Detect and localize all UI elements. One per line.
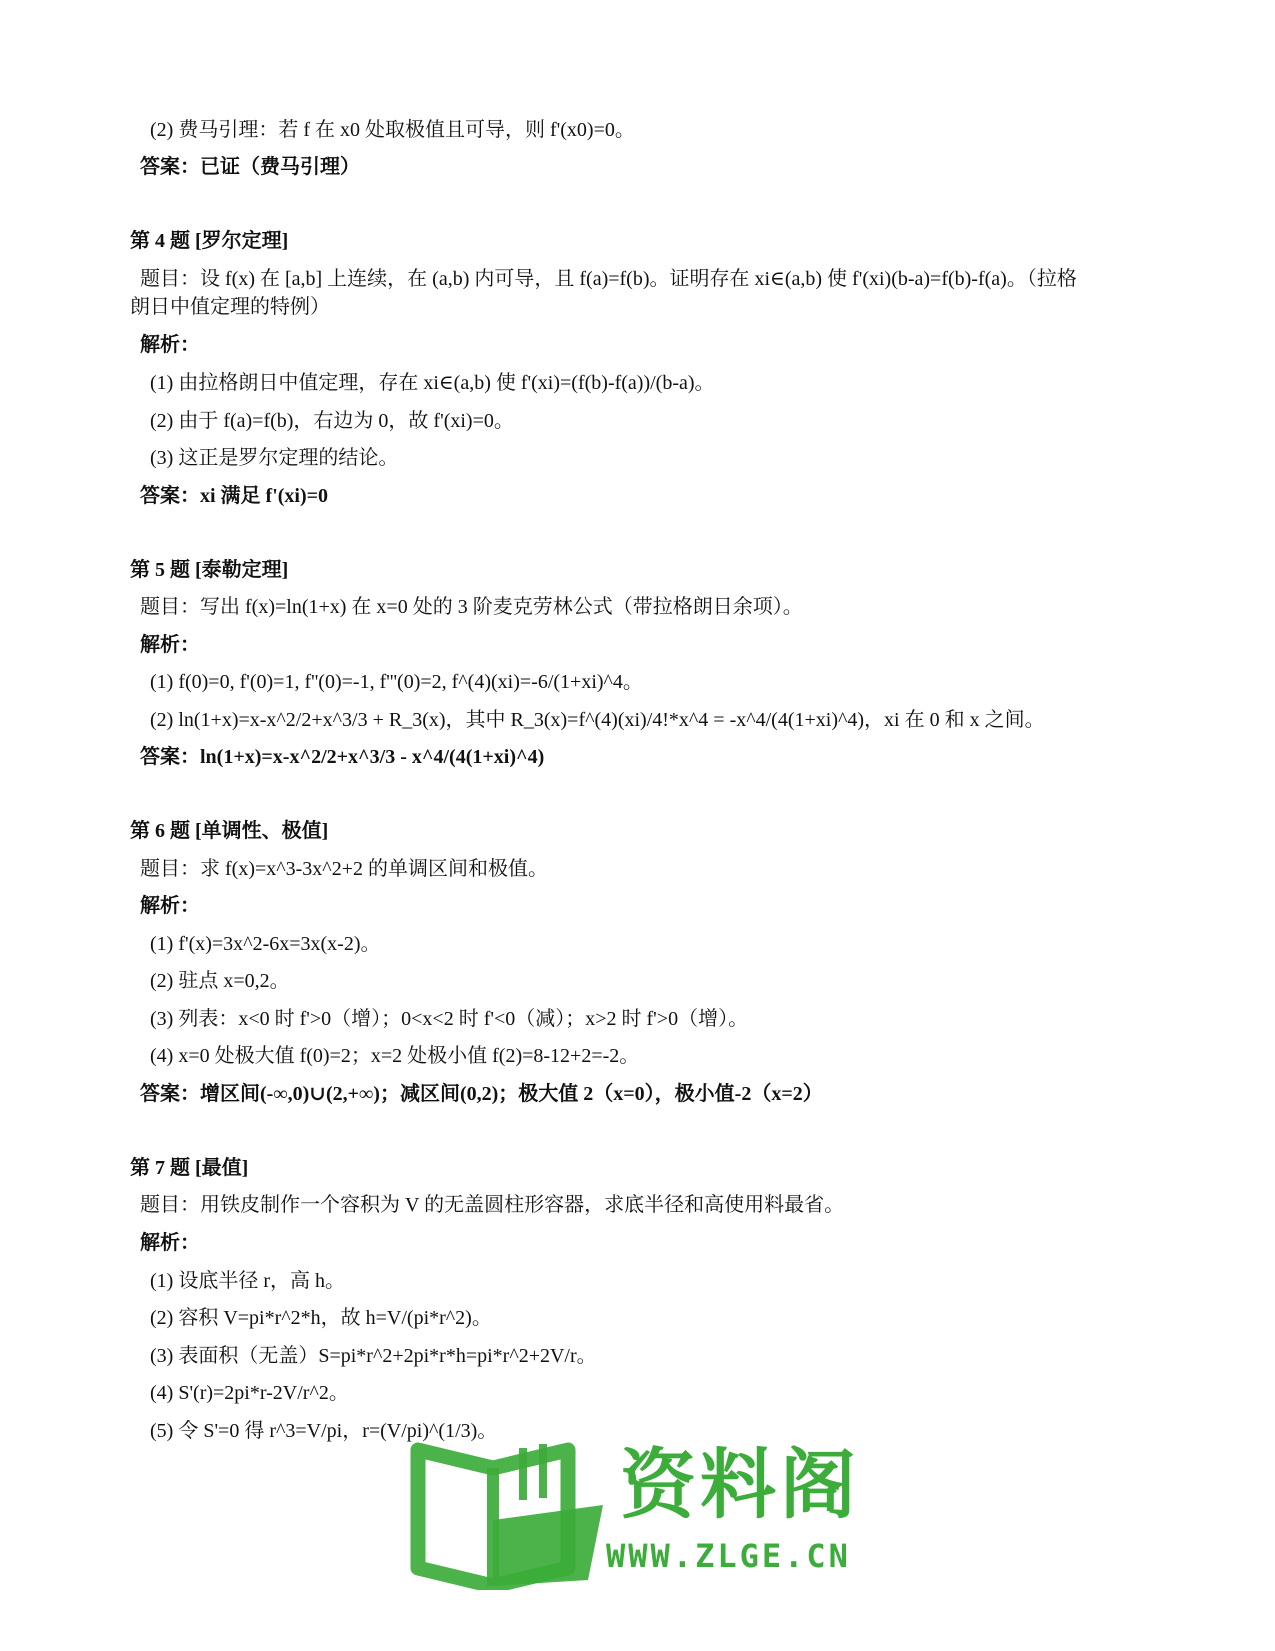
p6-step-4: (4) x=0 处极大值 f(0)=2；x=2 处极小值 f(2)=8-12+2=-2。	[150, 1045, 640, 1067]
p4-question-line-2: 朗日中值定理的特例）	[130, 296, 330, 318]
p5-step-2: (2) ln(1+x)=x-x^2/2+x^3/3 + R_3(x)，其中 R_3(x)=f^(4)(xi)/4!*x^4 = -x^4/(4(1+xi)^4)，xi 在 0 和 x 之间。	[150, 709, 1045, 731]
p6-step-2: (2) 驻点 x=0,2。	[150, 970, 290, 992]
p5-analysis-label: 解析：	[140, 634, 200, 656]
p6-answer: 答案：增区间(-∞,0)∪(2,+∞)；减区间(0,2)；极大值 2（x=0），极小值-2（x=2）	[140, 1083, 823, 1105]
p4-step-3: (3) 这正是罗尔定理的结论。	[150, 447, 399, 469]
p3-step-2: (2) 费马引理：若 f 在 x0 处取极值且可导，则 f'(x0)=0。	[150, 119, 635, 141]
watermark-url: WWW.ZLGE.CN	[606, 1537, 851, 1575]
p7-step-5: (5) 令 S'=0 得 r^3=V/pi，r=(V/pi)^(1/3)。	[150, 1420, 498, 1442]
p6-step-3: (3) 列表：x<0 时 f'>0（增）；0<x<2 时 f'<0（减）；x>2 时 f'>0（增）。	[150, 1008, 749, 1030]
watermark-title: 资料阁	[620, 1440, 860, 1529]
p5-answer: 答案：ln(1+x)=x-x^2/2+x^3/3 - x^4/(4(1+xi)^4)	[140, 746, 545, 768]
p5-heading: 第 5 题 [泰勒定理]	[130, 559, 289, 581]
p6-question: 题目：求 f(x)=x^3-3x^2+2 的单调区间和极值。	[140, 858, 548, 880]
p7-question: 题目：用铁皮制作一个容积为 V 的无盖圆柱形容器，求底半径和高使用料最省。	[140, 1194, 845, 1216]
p4-step-1: (1) 由拉格朗日中值定理，存在 xi∈(a,b) 使 f'(xi)=(f(b)-f(a))/(b-a)。	[150, 372, 715, 394]
p7-heading: 第 7 题 [最值]	[130, 1157, 249, 1179]
p6-step-1: (1) f'(x)=3x^2-6x=3x(x-2)。	[150, 933, 381, 955]
p7-step-1: (1) 设底半径 r，高 h。	[150, 1270, 345, 1292]
p4-analysis-label: 解析：	[140, 334, 200, 356]
p7-step-2: (2) 容积 V=pi*r^2*h，故 h=V/(pi*r^2)。	[150, 1307, 492, 1329]
p5-question: 题目：写出 f(x)=ln(1+x) 在 x=0 处的 3 阶麦克劳林公式（带拉格朗日余项）。	[140, 596, 803, 618]
p4-question-line-1: 题目：设 f(x) 在 [a,b] 上连续，在 (a,b) 内可导，且 f(a)=f(b)。证明存在 xi∈(a,b) 使 f'(xi)(b-a)=f(b)-f(a)。（拉格	[140, 268, 1077, 290]
p7-step-3: (3) 表面积（无盖）S=pi*r^2+2pi*r*h=pi*r^2+2V/r。	[150, 1345, 597, 1367]
p4-heading: 第 4 题 [罗尔定理]	[130, 230, 289, 252]
p3-answer: 答案：已证（费马引理）	[140, 156, 360, 178]
p5-step-1: (1) f(0)=0, f'(0)=1, f''(0)=-1, f'''(0)=2, f^(4)(xi)=-6/(1+xi)^4。	[150, 671, 643, 693]
p6-analysis-label: 解析：	[140, 895, 200, 917]
p7-step-4: (4) S'(r)=2pi*r-2V/r^2。	[150, 1382, 349, 1404]
p6-heading: 第 6 题 [单调性、极值]	[130, 820, 329, 842]
p7-analysis-label: 解析：	[140, 1232, 200, 1254]
p4-answer: 答案：xi 满足 f'(xi)=0	[140, 485, 329, 507]
p4-step-2: (2) 由于 f(a)=f(b)，右边为 0，故 f'(xi)=0。	[150, 410, 514, 432]
